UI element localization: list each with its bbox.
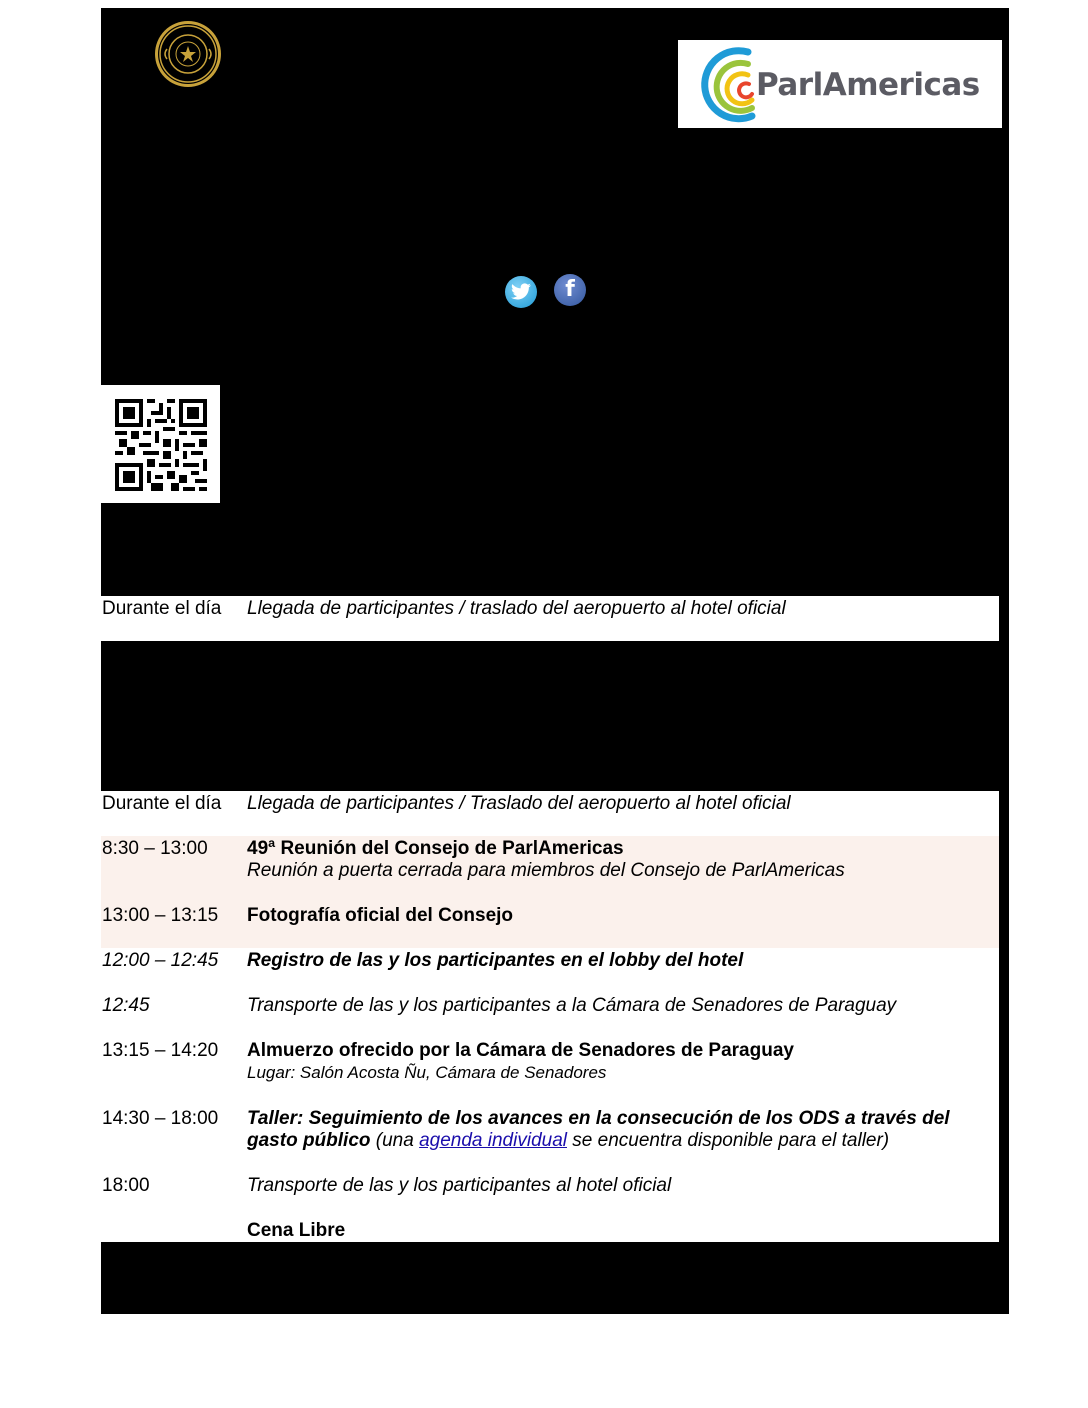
qr-code-icon xyxy=(115,399,207,491)
logo-text: ParlAmericas xyxy=(756,67,980,103)
agenda-note: se encuentra disponible para el taller) xyxy=(567,1130,890,1151)
parlamericas-logo xyxy=(678,40,1002,128)
twitter-icon[interactable] xyxy=(505,276,537,308)
agenda-title: Almuerzo ofrecido por la Cámara de Senadores de Paraguay xyxy=(247,1040,794,1061)
agenda-time: 14:30 – 18:00 xyxy=(102,1108,219,1129)
agenda-time: Durante el día xyxy=(102,598,222,619)
agenda-title: 49ª Reunión del Consejo de ParlAmericas xyxy=(247,838,624,859)
agenda-title: Fotografía oficial del Consejo xyxy=(247,905,514,926)
agenda-text: Transporte de las y los participantes a la Cámara de Senadores de Paraguay xyxy=(247,995,897,1016)
agenda-time: 8:30 – 13:00 xyxy=(102,838,208,859)
agenda-day-1 xyxy=(101,596,999,641)
agenda-time: 12:00 – 12:45 xyxy=(102,950,219,971)
agenda-time: Durante el día xyxy=(102,793,222,814)
agenda-day-2 xyxy=(101,791,999,1242)
agenda-venue: Lugar: Salón Acosta Ñu, Cámara de Senadores xyxy=(247,1063,607,1082)
agenda-time: 13:15 – 14:20 xyxy=(102,1040,219,1061)
paraguay-senate-seal-icon xyxy=(153,19,223,89)
individual-agenda-link[interactable]: agenda individual xyxy=(419,1130,567,1151)
agenda-time: 18:00 xyxy=(102,1175,150,1196)
qr-code xyxy=(101,385,220,503)
agenda-title: Cena Libre xyxy=(247,1220,346,1241)
facebook-glyph: f xyxy=(565,277,575,302)
agenda-note: (una xyxy=(370,1130,420,1151)
agenda-subtitle: Reunión a puerta cerrada para miembros del Consejo de ParlAmericas xyxy=(247,860,845,881)
agenda-title: Taller: Seguimiento de los avances en la consecución de los ODS a través del gasto público xyxy=(247,1108,950,1151)
agenda-text: Transporte de las y los participantes al hotel oficial xyxy=(247,1175,672,1196)
agenda-title: Registro de las y los participantes en el lobby del hotel xyxy=(247,950,744,971)
agenda-text: Llegada de participantes / traslado del aeropuerto al hotel oficial xyxy=(247,598,786,619)
agenda-text: Llegada de participantes / Traslado del aeropuerto al hotel oficial xyxy=(247,793,791,814)
agenda-time: 13:00 – 13:15 xyxy=(102,905,219,926)
agenda-time: 12:45 xyxy=(102,995,150,1016)
facebook-icon[interactable] xyxy=(554,274,586,306)
